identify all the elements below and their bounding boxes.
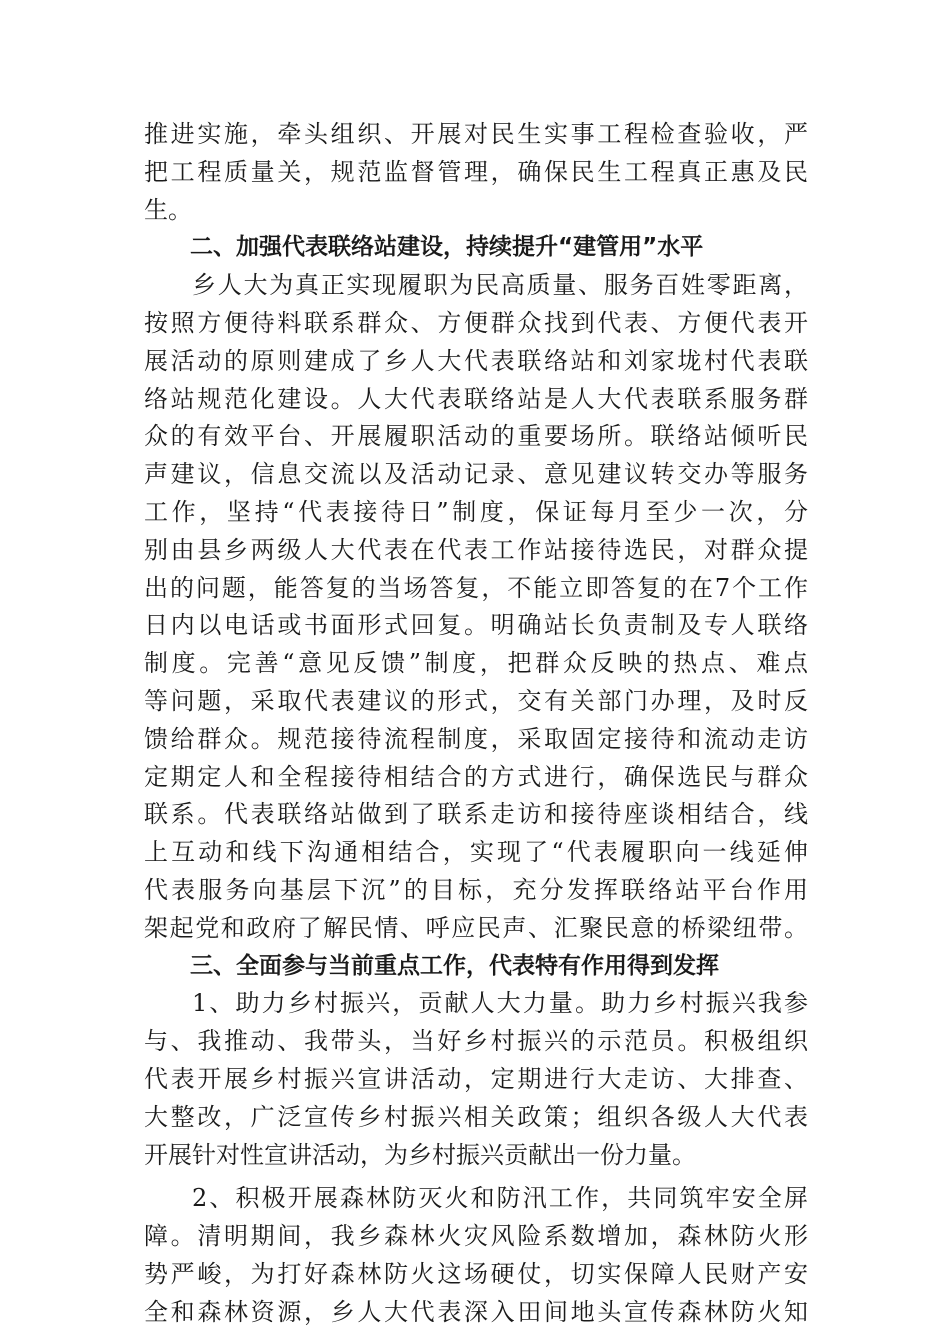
paragraph-line: 架起党和政府了解民情、呼应民声、汇聚民意的桥梁纽带。 [144,913,808,942]
paragraph-line: 出的问题，能答复的当场答复，不能立即答复的在7个工作 [144,573,808,602]
paragraph-line: 上互动和线下沟通相结合，实现了“代表履职向一线延伸 [144,838,808,867]
paragraph-line: 声建议，信息交流以及活动记录、意见建议转交办等服务 [144,460,808,489]
section-heading-2: 二、加强代表联络站建设，持续提升“建管用”水平 [190,234,704,261]
paragraph-line: 全和森林资源，乡人大代表深入田间地头宣传森林防火知 [144,1297,808,1326]
paragraph-line: 展活动的原则建成了乡人大代表联络站和刘家垅村代表联 [144,346,808,375]
section-heading-3: 三、全面参与当前重点工作，代表特有作用得到发挥 [190,952,719,979]
paragraph-line: 代表开展乡村振兴宣讲活动，定期进行大走访、大排查、 [144,1064,808,1093]
paragraph-line: 代表服务向基层下沉”的目标，充分发挥联络站平台作用 [144,875,808,904]
paragraph-line: 日内以电话或书面形式回复。明确站长负责制及专人联络 [144,611,808,640]
paragraph-line: 众的有效平台、开展履职活动的重要场所。联络站倾听民 [144,422,808,451]
paragraph-line: 1、助力乡村振兴，贡献人大力量。助力乡村振兴我参 [192,989,808,1018]
paragraph-line: 乡人大为真正实现履职为民高质量、服务百姓零距离， [192,271,808,300]
paragraph-line: 制度。完善“意见反馈”制度，把群众反映的热点、难点 [144,649,808,678]
paragraph-line: 2、积极开展森林防灭火和防汛工作，共同筑牢安全屏 [192,1184,808,1213]
paragraph-line: 势严峻，为打好森林防火这场硬仗，切实保障人民财产安 [144,1259,808,1288]
paragraph-line: 生。 [144,195,192,224]
item2-paragraph [144,1180,808,1331]
paragraph-line: 等问题，采取代表建议的形式，交有关部门办理，及时反 [144,686,808,715]
section1-tail [144,116,808,229]
paragraph-line: 推进实施，牵头组织、开展对民生实事工程检查验收，严 [144,120,808,148]
paragraph-line: 大整改，广泛宣传乡村振兴相关政策；组织各级人大代表 [144,1102,808,1131]
paragraph-line: 定期定人和全程接待相结合的方式进行，确保选民与群众 [144,762,808,791]
paragraph-line: 把工程质量关，规范监督管理，确保民生工程真正惠及民 [144,157,808,186]
item1-paragraph [144,985,808,1174]
paragraph-line: 别由县乡两级人大代表在代表工作站接待选民，对群众提 [144,535,808,564]
paragraph-line: 按照方便待料联系群众、方便群众找到代表、方便代表开 [144,308,808,337]
document-page [144,116,808,1332]
paragraph-line: 络站规范化建设。人大代表联络站是人大代表联系服务群 [144,384,808,413]
paragraph-line: 工作，坚持“代表接待日”制度，保证每月至少一次，分 [144,497,808,526]
paragraph-line: 障。清明期间，我乡森林火灾风险系数增加，森林防火形 [144,1222,808,1251]
paragraph-line: 与、我推动、我带头，当好乡村振兴的示范员。积极组织 [144,1027,808,1056]
paragraph-line: 联系。代表联络站做到了联系走访和接待座谈相结合，线 [144,800,808,829]
section2-paragraph [144,267,808,947]
paragraph-line: 馈给群众。规范接待流程制度，采取固定接待和流动走访 [144,724,808,753]
paragraph-line: 开展针对性宣讲活动，为乡村振兴贡献出一份力量。 [144,1140,696,1169]
